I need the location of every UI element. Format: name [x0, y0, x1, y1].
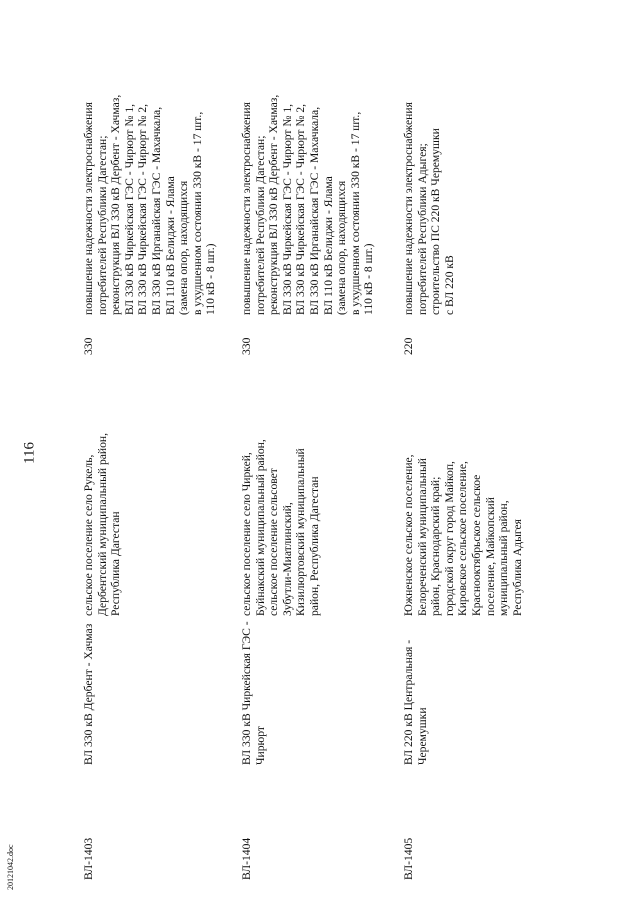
cell-line: (замена опор, находящихся	[177, 180, 191, 315]
cell-line: строительство ПС 220 кВ Черемушки	[429, 128, 443, 315]
cell-line: (замена опор, находящихся	[335, 180, 349, 315]
row-2-id	[240, 838, 254, 880]
cell-line: ВЛ 330 кВ Ирганайская ГЭС - Махачкала,	[307, 106, 321, 315]
cell-line: реконструкция ВЛ 330 кВ Дербент - Хачмаз,	[109, 94, 123, 315]
row-1-name	[82, 624, 96, 765]
cell-line: с ВЛ 220 кВ	[442, 255, 456, 315]
cell-line: ВЛ 330 кВ Чиркейская ГЭС - Чирюрт № 2,	[136, 103, 150, 315]
cell-line: ВЛ 110 кВ Белиджи - Ялама	[163, 176, 177, 315]
cell-line: в ухудшенном состоянии 330 кВ - 17 шт.,	[348, 111, 362, 315]
row-3-id	[402, 838, 416, 880]
cell-line: ВЛ-1403	[82, 837, 95, 880]
cell-line: 330	[82, 337, 95, 355]
cell-line: 110 кВ - 8 шт.)	[204, 243, 218, 315]
row-1-id	[82, 838, 96, 880]
cell-line: Южненское сельское поселение,	[402, 454, 415, 616]
row-3-name	[402, 640, 429, 765]
cell-line: сельское поселение село Рукель,	[82, 454, 95, 616]
cell-line: Кировское сельское поселение,	[456, 461, 470, 616]
row-2-location	[240, 439, 322, 616]
cell-line: повышение надежности электроснабжения	[240, 102, 253, 315]
cell-line: ВЛ 330 кВ Чиркейская ГЭС - Чирюрт № 2,	[294, 103, 308, 315]
cell-line: Дербентский муниципальный район,	[95, 432, 109, 616]
cell-line: в ухудшенном состоянии 330 кВ - 17 шт.,	[190, 111, 204, 315]
row-1-purpose	[82, 95, 218, 315]
row-3-purpose	[402, 102, 456, 315]
cell-line: район, Краснодарский край;	[429, 476, 443, 616]
cell-line: сельское поселение село Чиркей,	[240, 452, 253, 616]
document-filename: 20121042.doc	[6, 844, 15, 890]
cell-line: муниципальный район,	[497, 500, 511, 616]
cell-line: Республика Адыгея	[510, 519, 524, 616]
cell-line: реконструкция ВЛ 330 кВ Дербент - Хачмаз,	[267, 94, 281, 315]
cell-line: поселение, Майкопский	[483, 497, 497, 616]
row-2-name	[240, 621, 267, 765]
row-2-voltage	[240, 338, 254, 355]
cell-line: повышение надежности электроснабжения	[402, 102, 415, 315]
cell-line: ВЛ 330 кВ Дербент - Хачмаз	[82, 623, 95, 765]
row-2-purpose	[240, 95, 376, 315]
cell-line: 110 кВ - 8 шт.)	[362, 243, 376, 315]
cell-line: ВЛ 330 кВ Ирганайская ГЭС - Махачкала,	[149, 106, 163, 315]
cell-line: ВЛ-1405	[402, 837, 415, 880]
cell-line: потребителей Республики Дагестан;	[95, 135, 109, 315]
cell-line: ВЛ 110 кВ Белиджи - Ялама	[321, 176, 335, 315]
cell-line: потребителей Республики Дагестан;	[253, 135, 267, 315]
cell-line: Черемушки	[415, 707, 429, 765]
cell-line: ВЛ 330 кВ Чиркейская ГЭС - Чирюрт № 1,	[122, 103, 136, 315]
cell-line: ВЛ-1404	[240, 837, 253, 880]
cell-line: 330	[240, 337, 253, 355]
cell-line: ВЛ 330 кВ Чиркейская ГЭС - Чирюрт № 1,	[280, 103, 294, 315]
cell-line: ВЛ 220 кВ Центральная -	[402, 639, 415, 765]
cell-line: Буйнакский муниципальный район,	[253, 439, 267, 616]
row-1-voltage	[82, 338, 96, 355]
cell-line: Кизилюртовский муниципальный	[294, 448, 308, 616]
cell-line: городской округ город Майкоп,	[442, 461, 456, 616]
cell-line: повышение надежности электроснабжения	[82, 102, 95, 315]
cell-line: Белореченский муниципальный	[415, 458, 429, 616]
cell-line: ВЛ 330 кВ Чиркейская ГЭС -	[240, 621, 253, 765]
cell-line: Республика Дагестан	[109, 511, 123, 616]
cell-line: Зубутли-Миатлинский,	[280, 502, 294, 616]
cell-line: район, Республика Дагестан	[307, 476, 321, 616]
cell-line: Краснооктябрьское сельское	[469, 474, 483, 616]
row-1-location	[82, 433, 123, 616]
cell-line: сельское поселение сельсовет	[267, 468, 281, 616]
cell-line: 220	[402, 337, 415, 355]
page-number: 116	[21, 442, 38, 464]
cell-line: Чирюрт	[253, 726, 267, 765]
row-3-voltage	[402, 338, 416, 355]
row-3-location	[402, 454, 524, 616]
cell-line: потребителей Республики Адыгея;	[415, 143, 429, 315]
